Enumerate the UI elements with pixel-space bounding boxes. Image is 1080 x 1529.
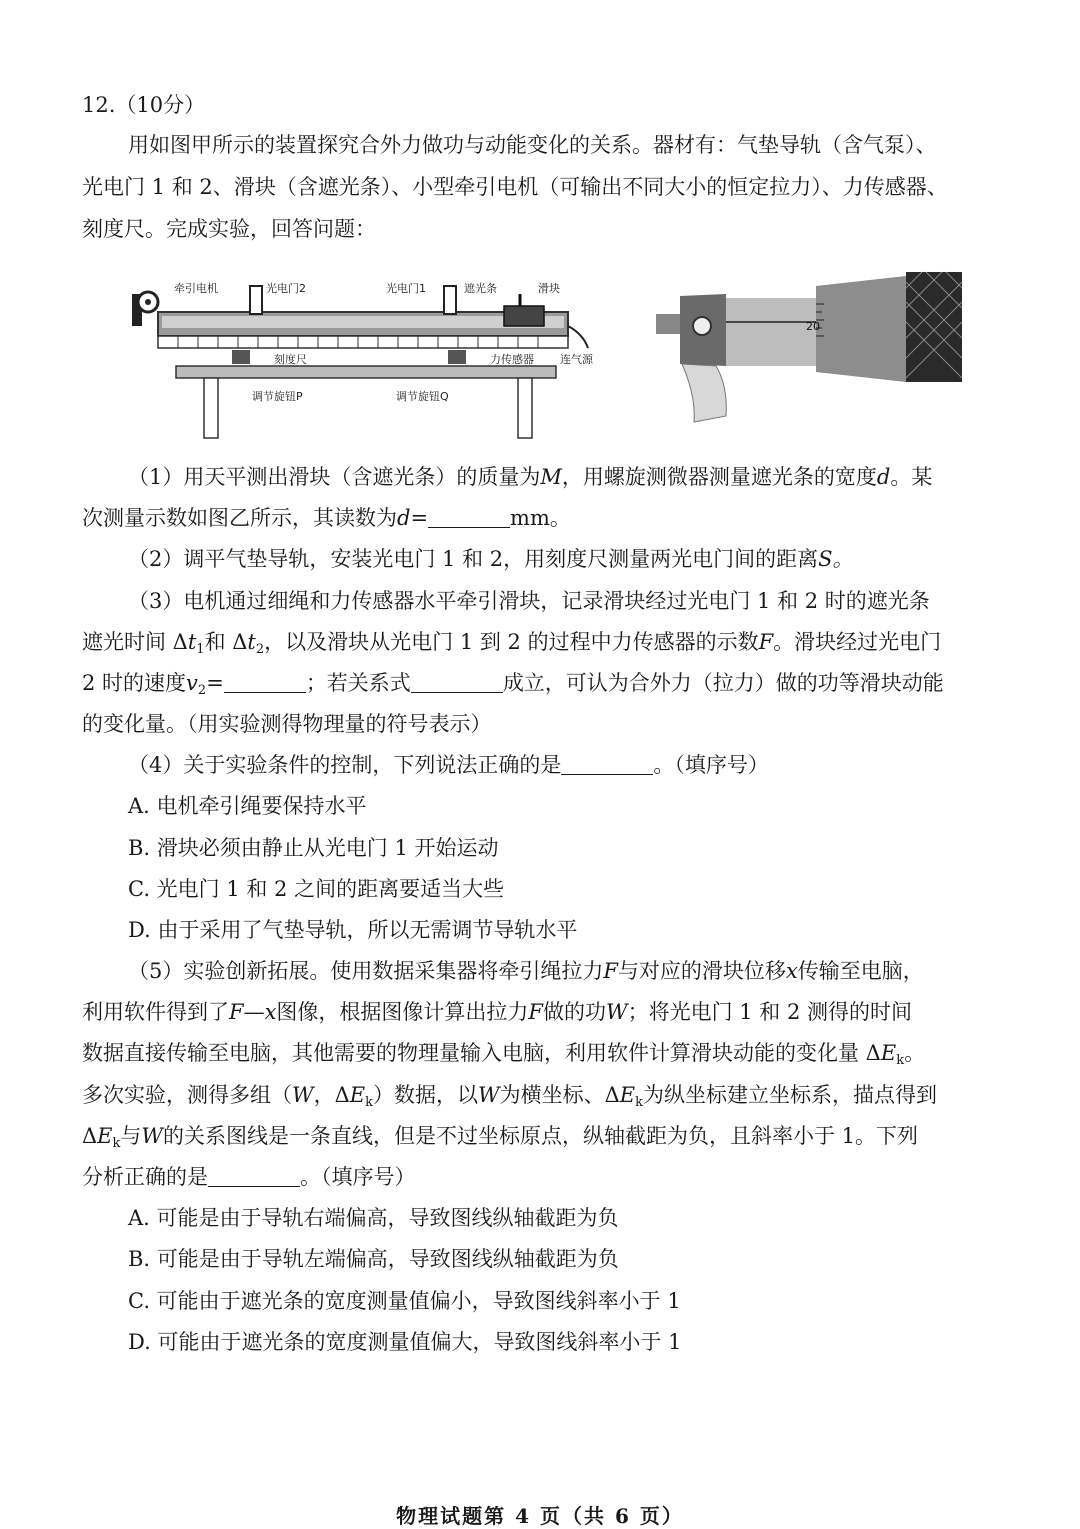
label-air: 连气源 bbox=[560, 353, 593, 366]
photo-gate-2-icon bbox=[250, 286, 262, 314]
answer-blank-v2[interactable] bbox=[224, 670, 306, 693]
table-leg-left bbox=[204, 378, 218, 438]
label-ruler: 刻度尺 bbox=[274, 353, 307, 366]
micrometer-spindle bbox=[656, 314, 680, 334]
micrometer-scale-label: 20 bbox=[806, 320, 820, 333]
label-knob-q: 调节旋钮Q bbox=[396, 390, 449, 403]
intro-line-2: 光电门 1 和 2、滑块（含遮光条）、小型牵引电机（可输出不同大小的恒定拉力）、力传感器、 bbox=[82, 175, 948, 199]
part5-option-c: C. 可能由于遮光条的宽度测量值偏小，导致图线斜率小于 1 bbox=[128, 1289, 681, 1313]
intro-line-1: 用如图甲所示的装置探究合外力做功与动能变化的关系。器材有：气垫导轨（含气泵）、 bbox=[128, 133, 937, 157]
part3-line-4: 的变化量。（用实验测得物理量的符号表示） bbox=[82, 712, 492, 736]
part5-line-6: 分析正确的是 。（填序号） bbox=[82, 1165, 416, 1189]
part4-option-b: B. 滑块必须由静止从光电门 1 开始运动 bbox=[128, 836, 499, 860]
part5-line-2: 利用软件得到了F—x图像，根据图像计算出拉力F做的功W；将光电门 1 和 2 测得的时间 bbox=[82, 1000, 913, 1024]
micrometer-lock-icon bbox=[693, 317, 711, 335]
part5-line-5: $\Delta E_k$与W的关系图线是一条直线，但是不过坐标原点，纵轴截距为负，且斜率小于 1。下列 bbox=[82, 1124, 919, 1151]
answer-blank-part5[interactable] bbox=[208, 1164, 300, 1187]
label-knob-p: 调节旋钮P bbox=[252, 390, 303, 403]
label-motor: 牵引电机 bbox=[174, 282, 218, 295]
ruler-bar bbox=[158, 336, 568, 348]
part4-option-d: D. 由于采用了气垫导轨，所以无需调节导轨水平 bbox=[128, 918, 578, 942]
part1-line-2: 次测量示数如图乙所示，其读数为d= mm。 bbox=[82, 506, 571, 530]
figure-micrometer bbox=[656, 266, 962, 426]
table-leg-right bbox=[518, 378, 532, 438]
label-sensor: 力传感器 bbox=[490, 353, 534, 366]
table-top bbox=[176, 366, 556, 378]
part5-line-4: 多次实验，测得多组（W，$\Delta E_k$）数据，以W为横坐标、$\Delta E_k$为纵坐标建立坐标系，描点得到 bbox=[82, 1083, 937, 1110]
knob-p-icon bbox=[232, 350, 250, 364]
part5-option-d: D. 可能由于遮光条的宽度测量值偏大，导致图线斜率小于 1 bbox=[128, 1330, 682, 1354]
page-footer: 物理试题第 4 页（共 6 页） bbox=[396, 1504, 684, 1528]
part4-line: （4）关于实验条件的控制，下列说法正确的是 。（填序号） bbox=[128, 753, 769, 777]
slider-block bbox=[504, 306, 544, 326]
part1-line-1: （1）用天平测出滑块（含遮光条）的质量为M，用螺旋测微器测量遮光条的宽度d。某 bbox=[128, 465, 933, 489]
label-gate1: 光电门1 bbox=[386, 282, 426, 295]
part5-option-b: B. 可能是由于导轨左端偏高，导致图线纵轴截距为负 bbox=[128, 1247, 619, 1271]
question-number: 12.（10分） bbox=[82, 93, 206, 117]
intro-line-3: 刻度尺。完成实验，回答问题： bbox=[82, 217, 376, 241]
part5-line-3: 数据直接传输至电脑，其他需要的物理量输入电脑，利用软件计算滑块动能的变化量 $\Delta E_k$。 bbox=[82, 1041, 926, 1068]
part3-line-1: （3）电机通过细绳和力传感器水平牵引滑块，记录滑块经过光电门 1 和 2 时的遮光条 bbox=[128, 589, 930, 613]
answer-blank-d[interactable] bbox=[428, 505, 510, 528]
label-slider: 滑块 bbox=[538, 282, 560, 295]
part4-option-a: A. 电机牵引绳要保持水平 bbox=[128, 794, 367, 818]
part3-line-2: 遮光时间 $\Delta t_1$和 $\Delta t_2$，以及滑块从光电门 1 到 2 的过程中力传感器的示数F。滑块经过光电门 bbox=[82, 630, 942, 657]
part2-line: （2）调平气垫导轨，安装光电门 1 和 2，用刻度尺测量两光电门间的距离S。 bbox=[128, 547, 854, 571]
part4-option-c: C. 光电门 1 和 2 之间的距离要适当大些 bbox=[128, 877, 505, 901]
knob-q-icon bbox=[448, 350, 466, 364]
answer-blank-relation[interactable] bbox=[411, 670, 503, 693]
micrometer-handle bbox=[682, 364, 726, 422]
micrometer-sleeve bbox=[726, 298, 816, 366]
part5-line-1: （5）实验创新拓展。使用数据采集器将牵引绳拉力F与对应的滑块位移x传输至电脑， bbox=[128, 959, 924, 983]
part3-line-3: 2 时的速度$v_2=$ ；若关系式 成立，可认为合外力（拉力）做的功等滑块动能 bbox=[82, 671, 944, 698]
figure-air-track bbox=[128, 272, 593, 444]
air-hose bbox=[568, 326, 588, 348]
label-shade: 遮光条 bbox=[464, 282, 497, 295]
micrometer-ratchet bbox=[906, 272, 962, 382]
answer-blank-part4[interactable] bbox=[561, 752, 653, 775]
photo-gate-1-icon bbox=[444, 286, 456, 314]
micrometer-thimble bbox=[816, 276, 906, 382]
part5-option-a: A. 可能是由于导轨右端偏高，导致图线纵轴截距为负 bbox=[128, 1206, 619, 1230]
label-gate2: 光电门2 bbox=[266, 282, 306, 295]
